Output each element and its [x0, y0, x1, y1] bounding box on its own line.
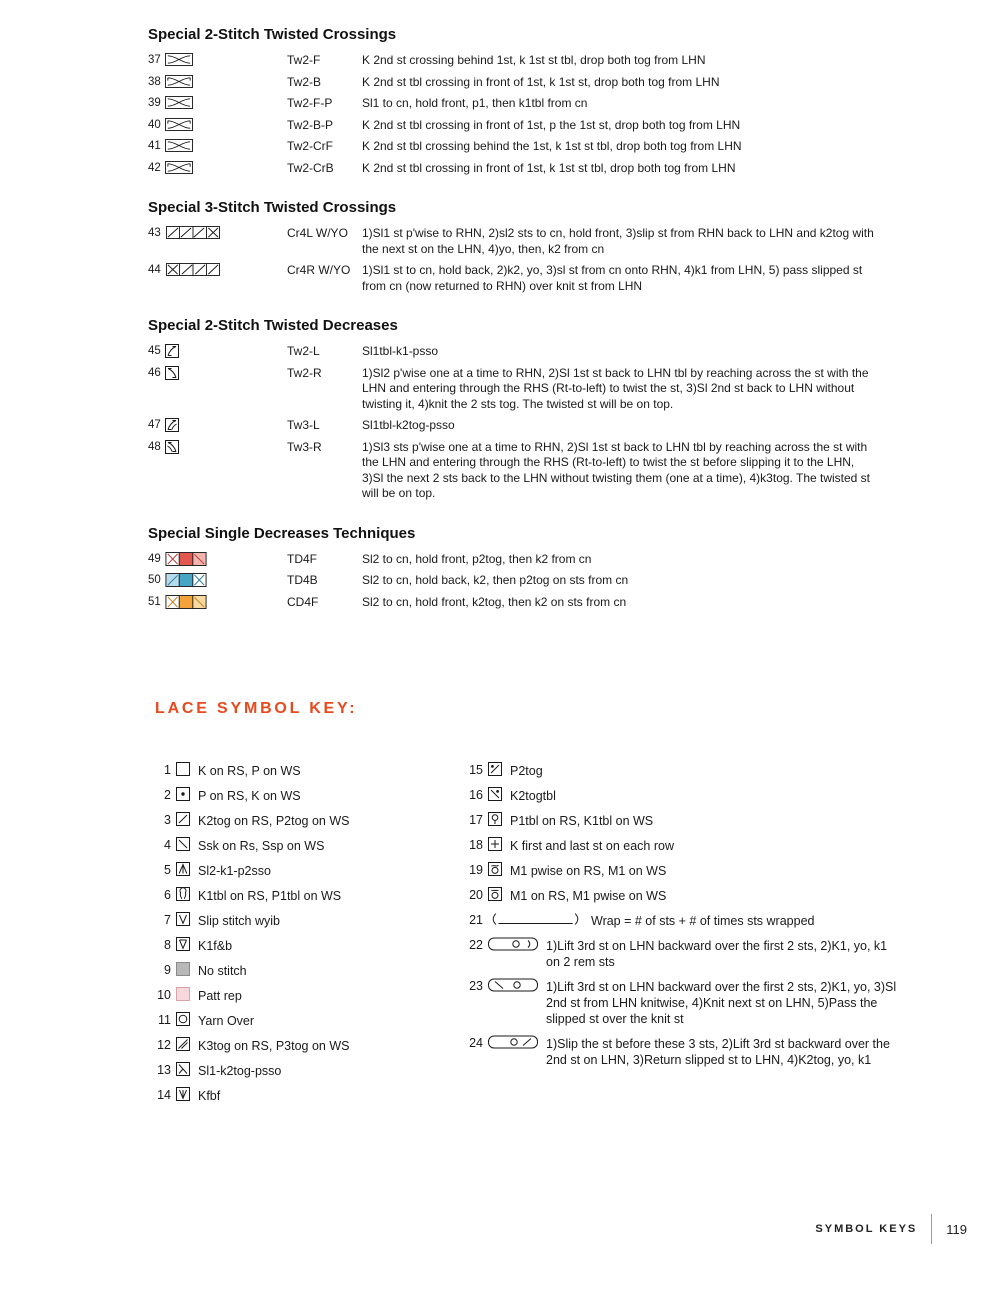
lace-symbol-key-title: LACE SYMBOL KEY: [155, 700, 358, 717]
p-on-rs-symbol [176, 787, 190, 801]
abbr-description: 1)Sl3 sts p'wise one at a time to RHN, 2)Sl 1st st back to LHN tbl by reaching across the st with the LHN and entering through the RHS (Rt-to-left) to twist the st before slipping it to the LHN, 3)Sl the next 2 sts back to the LHN without twisting them (one at a time), 4)k3tog. The twisted st will be on top. [362, 439, 871, 500]
row-number: 42 [148, 161, 161, 174]
abbreviation-key-column [148, 26, 878, 615]
list-item [155, 762, 467, 779]
item-label: K3tog on RS, P3tog on WS [198, 1039, 350, 1053]
tw2-b-p-symbol [163, 117, 287, 131]
abbr-description: K 2nd st tbl crossing in front of 1st, k 1st st, drop both tog from LHN [362, 74, 720, 89]
abbr-name: Tw2-L [287, 344, 320, 358]
item-number: 14 [157, 1088, 171, 1102]
list-item [155, 1062, 467, 1079]
abbr-name: Cr4L W/YO [287, 226, 348, 240]
sl2-k1-p2sso-symbol [176, 862, 190, 876]
cd4f-symbol [163, 594, 287, 609]
row-number: 37 [148, 54, 161, 66]
slip-k2tog-yo-symbol [488, 1035, 538, 1049]
item-number: 18 [469, 838, 483, 852]
p2tog-symbol [488, 762, 502, 776]
page-number: 119 [946, 1221, 967, 1237]
wrap-symbol [488, 912, 583, 926]
item-number: 4 [164, 838, 171, 852]
item-number: 16 [469, 788, 483, 802]
item-label: Sl1-k2tog-psso [198, 1064, 282, 1078]
item-label: K1f&b [198, 939, 233, 953]
tw2-r-symbol [163, 365, 287, 380]
section-title-single-decreases: Special Single Decreases Techniques [148, 524, 416, 542]
abbr-description: K 2nd st crossing behind 1st, k 1st st tbl, drop both tog from LHN [362, 53, 706, 67]
item-label: P2tog [510, 764, 543, 778]
row-number: 43 [148, 227, 161, 239]
item-label: K on RS, P on WS [198, 764, 301, 778]
patt-rep-symbol [176, 987, 190, 1001]
item-label: No stitch [198, 964, 247, 978]
list-item [155, 812, 467, 829]
item-number: 23 [469, 979, 483, 993]
item-number: 9 [164, 963, 171, 977]
abbr-description: Sl1tbl-k2tog-psso [362, 418, 455, 432]
table-row [148, 138, 878, 155]
abbr-name: Tw2-R [287, 365, 322, 380]
table-row [148, 52, 878, 69]
kfbf-symbol [176, 1087, 190, 1101]
item-label: K1tbl on RS, P1tbl on WS [198, 889, 342, 903]
item-label: K first and last st on each row [510, 839, 674, 853]
item-number: 22 [469, 938, 483, 952]
item-number: 20 [469, 888, 483, 902]
list-item [155, 912, 467, 929]
tw2-crb-symbol [163, 160, 287, 174]
item-number: 5 [164, 863, 171, 877]
abbr-name: Tw3-L [287, 418, 320, 432]
item-number: 24 [469, 1036, 483, 1050]
table-row [148, 262, 878, 294]
list-item [155, 962, 467, 979]
footer-section-label: SYMBOL KEYS [815, 1223, 918, 1235]
abbr-description: K 2nd st tbl crossing in front of 1st, k 1st st tbl, drop both tog from LHN [362, 160, 736, 175]
abbr-name: Tw3-R [287, 439, 322, 454]
item-label: Sl2-k1-p2sso [198, 864, 271, 878]
abbr-name: Tw2-CrB [287, 160, 334, 175]
slip-stitch-wyib-symbol [176, 912, 190, 926]
item-number: 12 [157, 1038, 171, 1052]
abbr-name: CD4F [287, 594, 319, 609]
footer-divider [931, 1214, 932, 1244]
abbr-name: Tw2-F [287, 53, 321, 67]
td4f-symbol [163, 551, 287, 566]
table-row [148, 417, 878, 434]
table-row [148, 117, 878, 134]
list-item [155, 862, 467, 879]
list-item [467, 862, 897, 879]
abbr-description: Sl1 to cn, hold front, p1, then k1tbl from cn [362, 96, 588, 110]
lift-3rd-st-yo-symbol [488, 937, 538, 951]
row-number: 51 [148, 595, 161, 608]
list-item [467, 937, 897, 970]
row-number: 49 [148, 552, 161, 565]
table-row [148, 594, 878, 611]
item-number: 19 [469, 863, 483, 877]
yarn-over-symbol [176, 1012, 190, 1026]
item-label: M1 pwise on RS, M1 on WS [510, 864, 667, 878]
sl1-k2tog-psso-symbol [176, 1062, 190, 1076]
tw2-l-symbol [163, 343, 287, 358]
item-label: Patt rep [198, 989, 242, 1003]
row-number: 50 [148, 574, 161, 586]
row-number: 38 [148, 75, 161, 88]
cr4l-wyo-symbol [163, 225, 287, 239]
tw3-l-symbol [163, 417, 287, 432]
k1fb-symbol [176, 937, 190, 951]
abbr-description: Sl2 to cn, hold front, k2tog, then k2 on sts from cn [362, 594, 627, 609]
no-stitch-symbol [176, 962, 190, 976]
abbr-name: Tw2-CrF [287, 139, 333, 153]
item-number: 21 [469, 913, 483, 927]
list-item [155, 887, 467, 904]
list-item [467, 812, 897, 829]
row-number: 44 [148, 264, 161, 276]
item-number: 17 [469, 813, 483, 827]
abbr-description: K 2nd st tbl crossing behind the 1st, k 1st st tbl, drop both tog from LHN [362, 139, 742, 153]
section-title-2st-twisted-crossings: Special 2-Stitch Twisted Crossings [148, 26, 397, 43]
lace-key-right-column [467, 762, 897, 1112]
item-number: 10 [157, 988, 171, 1002]
table-row [148, 95, 878, 112]
ssk-symbol [176, 837, 190, 851]
abbr-description: Sl1tbl-k1-psso [362, 344, 439, 358]
tw3-r-symbol [163, 439, 287, 454]
abbr-name: Tw2-F-P [287, 96, 333, 110]
k2tog-symbol [176, 812, 190, 826]
list-item [467, 762, 897, 779]
list-item [467, 978, 897, 1027]
item-number: 1 [164, 763, 171, 777]
list-item [155, 937, 467, 954]
page-footer [815, 1214, 967, 1244]
k3tog-symbol [176, 1037, 190, 1051]
item-label: 1)Lift 3rd st on LHN backward over the first 2 sts, 2)K1, yo, 3)Sl 2nd st from LHN knitwise, 4)Knit next st on LHN, 5)Pass the slipped st over the knit st [546, 980, 897, 1026]
item-label: Ssk on Rs, Ssp on WS [198, 839, 325, 853]
table-row [148, 343, 878, 360]
section-title-2st-twisted-decreases: Special 2-Stitch Twisted Decreases [148, 317, 398, 334]
list-item [155, 1037, 467, 1054]
abbr-name: TD4F [287, 551, 317, 566]
table-row [148, 160, 878, 177]
list-item [155, 987, 467, 1004]
item-label: M1 on RS, M1 pwise on WS [510, 889, 667, 903]
item-number: 15 [469, 763, 483, 777]
abbr-name: TD4B [287, 573, 318, 587]
tw2-f-symbol [163, 52, 287, 66]
item-label: K2tog on RS, P2tog on WS [198, 814, 350, 828]
abbr-description: Sl2 to cn, hold front, p2tog, then k2 from cn [362, 551, 592, 566]
list-item [155, 1087, 467, 1104]
item-number: 6 [164, 888, 171, 902]
item-label: P on RS, K on WS [198, 789, 301, 803]
list-item [467, 787, 897, 804]
item-number: 13 [157, 1063, 171, 1077]
list-item [155, 1012, 467, 1029]
lift-3rd-st-knitwise-symbol [488, 978, 538, 992]
item-label: K2togtbl [510, 789, 556, 803]
item-label: Yarn Over [198, 1014, 255, 1028]
m1-pwise-symbol [488, 862, 502, 876]
list-item [467, 1035, 897, 1068]
section-title-3st-twisted-crossings: Special 3-Stitch Twisted Crossings [148, 199, 397, 216]
list-item [467, 887, 897, 904]
row-number: 41 [148, 140, 161, 152]
row-number: 48 [148, 440, 161, 453]
k1tbl-symbol [176, 887, 190, 901]
abbr-description: 1)Sl2 p'wise one at a time to RHN, 2)Sl 1st st back to LHN tbl by reaching across the st with the LHN and entering through the RHS (Rt-to-left) to twist the st, 3)Sl 2nd st back to LHN without twisting it, 4)knit the 2 sts tog. The twisted st will be on top. [362, 365, 869, 411]
abbr-name: Cr4R W/YO [287, 263, 351, 277]
row-number: 40 [148, 118, 161, 131]
abbr-description: Sl2 to cn, hold back, k2, then p2tog on sts from cn [362, 573, 629, 587]
item-number: 11 [158, 1013, 171, 1027]
item-number: 8 [164, 938, 171, 952]
table-row [148, 225, 878, 257]
item-label: Wrap = # of sts + # of times sts wrapped [591, 914, 815, 928]
table-row [148, 365, 878, 413]
tw2-b-symbol [163, 74, 287, 88]
list-item [155, 837, 467, 854]
lace-key-left-column [155, 762, 467, 1112]
abbr-name: Tw2-B [287, 74, 322, 89]
tw2-crf-symbol [163, 138, 287, 152]
k-first-last-symbol [488, 837, 502, 851]
cr4r-wyo-symbol [163, 262, 287, 276]
tw2-f-p-symbol [163, 95, 287, 109]
table-row [148, 551, 878, 568]
list-item [155, 787, 467, 804]
td4b-symbol [163, 572, 287, 587]
abbr-description: 1)Sl1 st to cn, hold back, 2)k2, yo, 3)sl st from cn onto RHN, 4)k1 from LHN, 5) pass slipped st from cn (now returned to RHN) over knit st from LHN [362, 263, 863, 293]
table-row [148, 572, 878, 589]
abbr-description: 1)Sl1 st p'wise to RHN, 2)sl2 sts to cn, hold front, 3)slip st from RHN back to LHN and k2tog with the next st on the LHN, 4)yo, then, k2 from cn [362, 226, 874, 256]
k2togtbl-symbol [488, 787, 502, 801]
p1tbl-symbol [488, 812, 502, 826]
table-row [148, 74, 878, 91]
item-label: Slip stitch wyib [198, 914, 280, 928]
item-label: 1)Lift 3rd st on LHN backward over the first 2 sts, 2)K1, yo, k1 on 2 rem sts [546, 939, 888, 969]
m1-symbol [488, 887, 502, 901]
item-label: 1)Slip the st before these 3 sts, 2)Lift 3rd st backward over the 2nd st on LHN, 3)Return slipped st to LHN, 4)K2tog, yo, k1 [546, 1037, 890, 1067]
item-number: 3 [164, 813, 171, 827]
k-on-rs-symbol [176, 762, 190, 776]
abbr-name: Tw2-B-P [287, 117, 334, 132]
row-number: 47 [148, 419, 161, 431]
row-number: 45 [148, 345, 161, 357]
list-item [467, 912, 897, 929]
row-number: 39 [148, 97, 161, 109]
item-number: 2 [164, 788, 171, 802]
lace-symbol-key [155, 700, 900, 1112]
abbr-description: K 2nd st tbl crossing in front of 1st, p the 1st st, drop both tog from LHN [362, 117, 741, 132]
table-row [148, 439, 878, 502]
item-label: P1tbl on RS, K1tbl on WS [510, 814, 654, 828]
item-number: 7 [164, 913, 171, 927]
list-item [467, 837, 897, 854]
row-number: 46 [148, 366, 161, 379]
item-label: Kfbf [198, 1089, 221, 1103]
